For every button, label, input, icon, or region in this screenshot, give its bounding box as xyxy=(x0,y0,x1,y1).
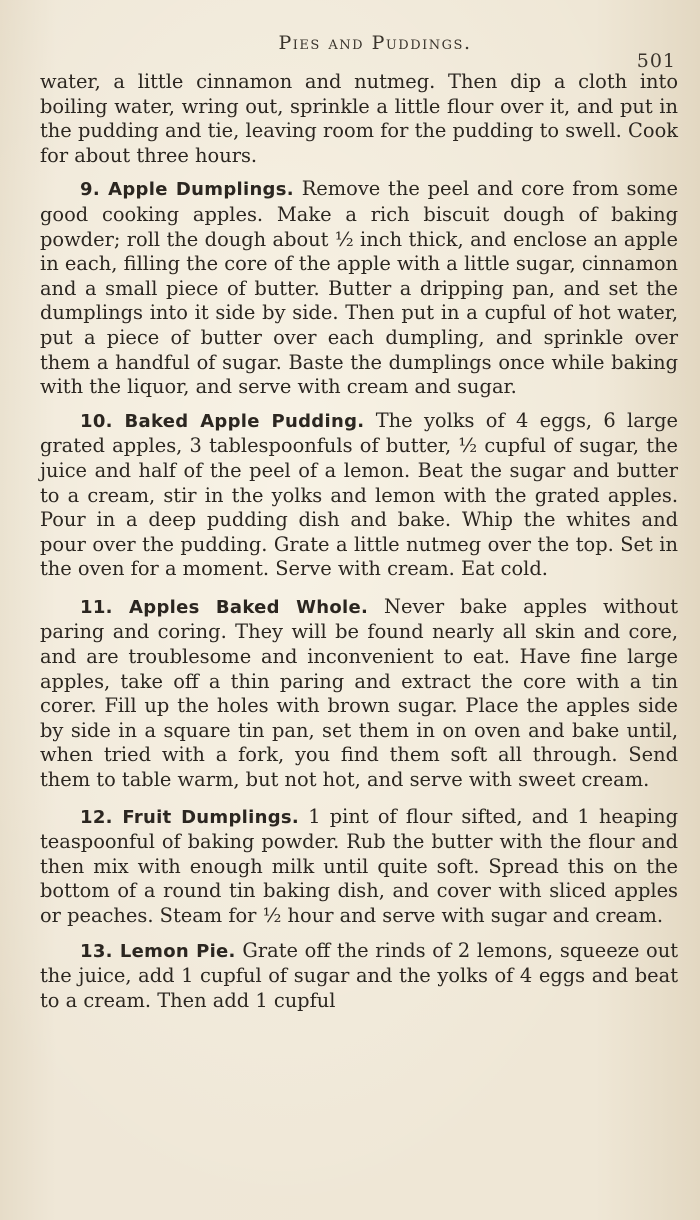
page-body xyxy=(40,70,678,1013)
recipe-text: 1 pint of flour sifted, and 1 heaping teaspoonful of baking powder. Rub the butter with the flour and then mix with enough milk until quite soft. Spread this on the bottom of a round tin baking dish, and cover with sliced apples or peaches. Steam for ½ hour and serve with sugar and cream. xyxy=(40,804,678,927)
recipe-apple-dumplings xyxy=(40,177,678,399)
page-number: 501 xyxy=(636,50,676,72)
recipe-title: 11. Apples Baked Whole. xyxy=(80,596,369,618)
continued-paragraph: water, a little cinnamon and nutmeg. Then dip a cloth into boiling water, wring out, sprinkle a little flour over it, and put in the pudding and tie, leaving room for the pudding to swell. Cook for about three hours. xyxy=(40,70,678,167)
recipe-text: Grate off the rinds of 2 lemons, squeeze out the juice, add 1 cupful of sugar and the yolks of 4 eggs and beat to a cream. Then add 1 cupful xyxy=(40,938,679,1012)
recipe-lemon-pie xyxy=(40,939,678,1014)
recipe-title: 13. Lemon Pie. xyxy=(80,940,236,962)
chapter-title: Pies and Puddings. xyxy=(278,32,472,54)
recipe-fruit-dumplings xyxy=(40,805,678,929)
recipe-title: 10. Baked Apple Pudding. xyxy=(80,410,365,432)
recipe-title: 9. Apple Dumplings. xyxy=(80,179,294,201)
recipe-apples-baked-whole xyxy=(40,595,678,793)
recipe-text: The yolks of 4 eggs, 6 large grated apples, 3 tablespoonfuls of butter, ½ cupful of sugar, the juice and half of the peel of a lemon. Beat the sugar and butter to a cream, stir in the yolks and lemon with the grated apples. Pour in a deep pudding dish and bake. Whip the whites and pour over the pudding. Grate a little nutmeg over the top. Set in the oven for a moment. Serve with cream. Eat cold. xyxy=(40,408,678,581)
recipe-text: Remove the peel and core from some good cooking apples. Make a rich biscuit dough of baking powder; roll the dough about ½ inch thick, and enclose an apple in each, filling the core of the apple with a little sugar, cinnamon and a small piece of butter. Butter a dripping pan, and set the dumplings into it side by side. Then put in a cupful of hot water, put a piece of butter over each dumpling, and sprinkle over them a handful of sugar. Baste the dumplings once while baking with the liquor, and serve with cream and sugar. xyxy=(40,177,678,399)
recipe-title: 12. Fruit Dumplings. xyxy=(80,806,300,828)
recipe-baked-apple-pudding xyxy=(40,409,678,582)
running-head xyxy=(0,32,700,72)
recipe-text: Never bake apples without paring and coring. They will be found nearly all skin and core, and are troublesome and inconvenient to eat. Have fine large apples, take off a thin paring and extract the core with a tin corer. Fill up the holes with brown sugar. Place the apples side by side in a square tin pan, set them in on oven and bake until, when tried with a fork, you find them soft all through. Send them to table warm, but not hot, and serve with sweet cream. xyxy=(40,594,678,792)
